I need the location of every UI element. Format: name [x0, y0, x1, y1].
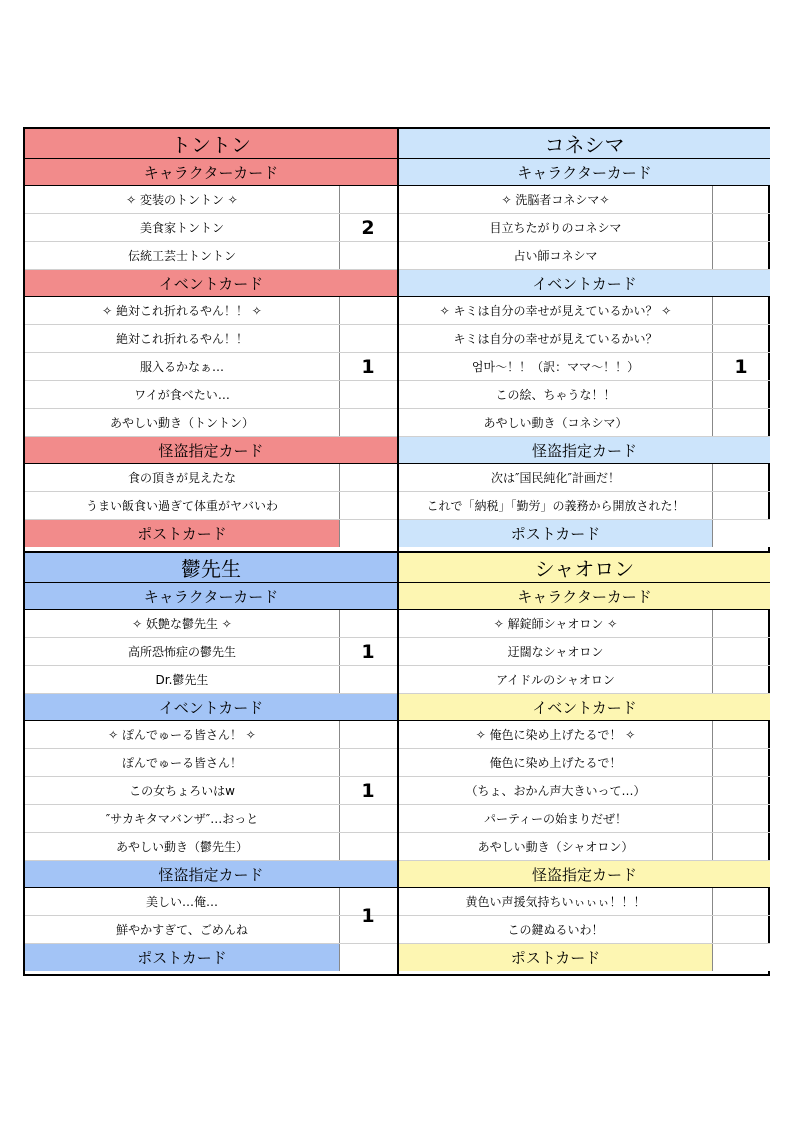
- event-card-section: イベントカード: [25, 270, 397, 297]
- character-name-header: 鬱先生: [25, 553, 397, 583]
- card-name: この女ちょろいはw: [129, 784, 235, 798]
- owned-count: [712, 888, 770, 944]
- card-name: これで「納税」「勤労」の義務から開放された！: [426, 499, 685, 513]
- card-name: あやしい動き（シャオロン）: [477, 840, 634, 854]
- card-name: パーティーの始まりだぜ！: [483, 812, 628, 826]
- owned-count: [339, 464, 397, 520]
- card-name: ぽんでゅーる皆さん！: [121, 756, 242, 770]
- postcard-label: ポストカード: [510, 949, 601, 967]
- card-name: Dr.鬱先生: [155, 673, 209, 687]
- quadrant-konesima: [399, 129, 770, 551]
- postcard-row: [25, 520, 397, 547]
- card-name: あやしい動き（トントン）: [109, 416, 254, 430]
- card-name: 엄마～！！（訳：ママ～！！）: [471, 360, 640, 374]
- card-name: 俺色に染め上げたるで！: [489, 756, 622, 770]
- card-name: ✧ ぽんでゅーる皆さん！ ✧: [108, 728, 256, 742]
- event-card-section: イベントカード: [399, 694, 770, 721]
- owned-count: [712, 186, 770, 270]
- thief-card-section: 怪盗指定カード: [399, 861, 770, 888]
- postcard-label: ポストカード: [137, 949, 227, 967]
- card-name: 次は″国民純化″計画だ！: [491, 471, 620, 485]
- card-name: ✧ 変装のトントン ✧: [126, 193, 238, 207]
- event-card-section: イベントカード: [25, 694, 397, 721]
- card-name: ワイが食べたい…: [134, 388, 230, 402]
- card-name: ✧ 洗脳者コネシマ✧: [501, 193, 610, 207]
- postcard-row: [399, 520, 770, 547]
- thief-card-section: 怪盗指定カード: [25, 861, 397, 888]
- owned-count: 1: [361, 641, 375, 663]
- card-name: 美しい…俺…: [145, 895, 218, 909]
- card-name: キミは自分の幸せが見えているかい？: [453, 332, 658, 346]
- character-card-section: キャラクターカード: [399, 583, 770, 610]
- card-name: 占い師コネシマ: [513, 249, 598, 263]
- card-name: 服入るかなぁ…: [139, 360, 224, 374]
- card-name: この絵、ちゃうな！！: [495, 388, 616, 402]
- postcard-row: [25, 944, 397, 971]
- postcard-quantity-box[interactable]: [712, 520, 770, 547]
- horizontal-divider: [25, 551, 768, 553]
- card-name: 黄色い声援気持ちいぃぃぃ！！！: [465, 895, 646, 909]
- postcard-quantity-box[interactable]: [339, 944, 397, 971]
- card-name: あやしい動き（鬱先生）: [115, 840, 248, 854]
- character-card-section: キャラクターカード: [399, 159, 770, 186]
- card-name: ✧ キミは自分の幸せが見えているかい？ ✧: [439, 304, 672, 318]
- postcard-label: ポストカード: [137, 525, 227, 543]
- postcard-row: [399, 944, 770, 971]
- character-name-header: コネシマ: [399, 129, 770, 159]
- card-name: 伝統工芸士トントン: [127, 249, 236, 263]
- card-name: 目立ちたがりのコネシマ: [489, 221, 622, 235]
- character-card-section: キャラクターカード: [25, 583, 397, 610]
- card-name: ✧ 絶対これ折れるやん！！ ✧: [102, 304, 262, 318]
- card-name: ✧ 解錠師シャオロン ✧: [493, 617, 618, 631]
- owned-count: [712, 464, 770, 520]
- card-name: あやしい動き（コネシマ）: [483, 416, 628, 430]
- character-card-section: キャラクターカード: [25, 159, 397, 186]
- card-name: 鮮やかすぎて、ごめんね: [116, 923, 248, 937]
- quadrant-utsu: [25, 553, 397, 975]
- quadrant-shaoron: [399, 553, 770, 975]
- owned-count: [712, 610, 770, 694]
- owned-count: 1: [734, 356, 748, 378]
- card-name: 迂闊なシャオロン: [507, 645, 604, 659]
- owned-count: 1: [361, 780, 375, 802]
- card-name: うまい飯食い過ぎて体重がヤバいわ: [85, 499, 278, 513]
- owned-count: [712, 721, 770, 861]
- card-name: ″サカキタマバンザ″…おっと: [105, 812, 259, 826]
- postcard-quantity-box[interactable]: [339, 520, 397, 547]
- thief-card-section: 怪盗指定カード: [399, 437, 770, 464]
- postcard-label: ポストカード: [510, 525, 601, 543]
- card-name: （ちょ、おかん声大きいって…）: [465, 784, 646, 798]
- owned-count: 2: [361, 217, 375, 239]
- card-name: アイドルのシャオロン: [496, 673, 615, 687]
- card-checklist-sheet: [23, 127, 770, 976]
- character-name-header: シャオロン: [399, 553, 770, 583]
- card-name: 美食家トントン: [139, 221, 224, 235]
- event-card-section: イベントカード: [399, 270, 770, 297]
- card-name: この鍵ぬるいわ！: [507, 923, 604, 937]
- owned-count: 1: [361, 905, 375, 927]
- card-name: ✧ 俺色に染め上げたるで！ ✧: [475, 728, 636, 742]
- character-name-header: トントン: [25, 129, 397, 159]
- thief-card-section: 怪盗指定カード: [25, 437, 397, 464]
- quadrant-tonton: [25, 129, 397, 551]
- card-name: 絶対これ折れるやん！！: [115, 332, 248, 346]
- postcard-quantity-box[interactable]: [712, 944, 770, 971]
- card-name: 食の頂きが見えたな: [127, 471, 236, 485]
- card-name: 高所恐怖症の鬱先生: [127, 645, 236, 659]
- owned-count: 1: [361, 356, 375, 378]
- card-name: ✧ 妖艶な鬱先生 ✧: [132, 617, 232, 631]
